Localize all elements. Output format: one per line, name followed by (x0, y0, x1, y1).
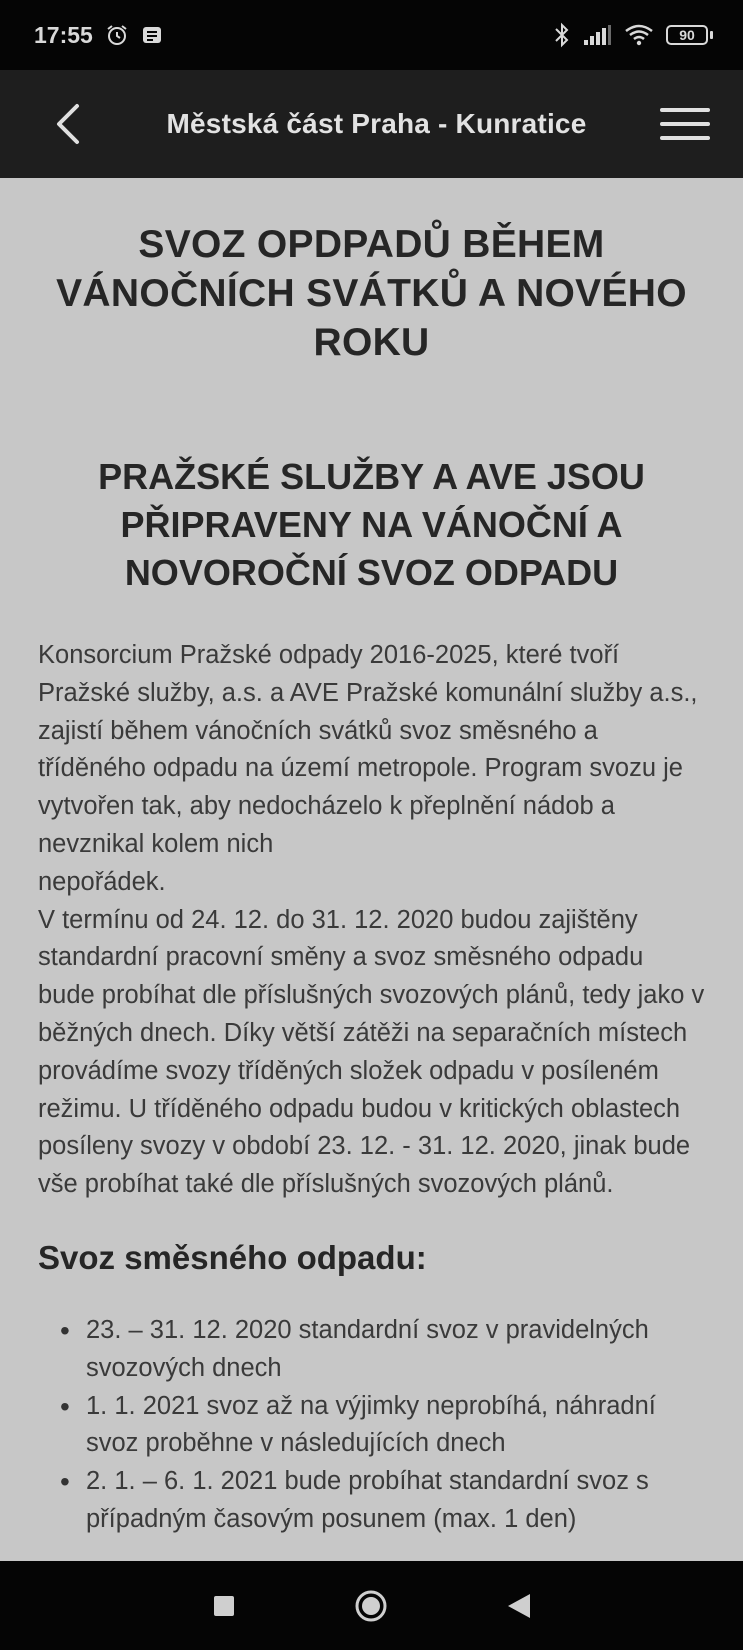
chevron-left-icon (53, 102, 83, 146)
recents-button[interactable] (194, 1576, 254, 1636)
battery-icon (666, 25, 713, 45)
notification-icon (141, 24, 163, 46)
list-item: • 1. 1. 2021 svoz až na výjimky neprobíhá, náhradní svoz proběhne v následujících dnech (86, 1388, 705, 1464)
section-title: PRAŽSKÉ SLUŽBY A AVE JSOU PŘIPRAVENY NA VÁNOČNÍ A NOVOROČNÍ SVOZ ODPADU (98, 456, 645, 593)
triangle-back-icon (506, 1592, 532, 1620)
article-content[interactable] (0, 178, 743, 1561)
status-left (34, 22, 163, 49)
status-right (554, 22, 713, 48)
back-button[interactable] (38, 94, 98, 154)
bullet-list (38, 1312, 705, 1539)
home-button[interactable] (341, 1576, 401, 1636)
alarm-icon (105, 23, 129, 47)
mixed-waste-heading: Svoz směsného odpadu: (38, 1238, 427, 1276)
menu-button[interactable] (655, 94, 715, 154)
back-nav-button[interactable] (489, 1576, 549, 1636)
paragraph-1: Konsorcium Pražské odpady 2016-2025, které tvoří Pražské služby, a.s. a AVE Pražské komunální služby a.s., zajistí během vánočních svátků svoz směsného a tříděného odpadu na území metropole. Program svozu je vytvořen tak, aby nedocházelo k přeplnění nádob a nevznikal kolem nich (38, 641, 698, 858)
article-title: SVOZ OPDPADŮ BĚHEM VÁNOČNÍCH SVÁTKŮ A NOVÉHO ROKU (56, 223, 687, 364)
status-time: 17:55 (34, 21, 93, 48)
wifi-icon (624, 23, 654, 47)
hamburger-menu-icon (660, 104, 710, 144)
bluetooth-icon (554, 22, 570, 48)
signal-icon (582, 24, 612, 46)
system-nav-bar (0, 1561, 743, 1650)
article-body (38, 637, 705, 1204)
paragraph-2: V termínu od 24. 12. do 31. 12. 2020 budou zajištěny standardní pracovní směny a svoz směsného odpadu bude probíhat dle příslušných svozových plánů, tedy jako v běžných dnech. Díky větší zátěži na separačních místech provádíme svozy tříděných složek odpadu v posíleném režimu. U tříděného odpadu budou v kritických oblastech posíleny svozy v období 23. 12. - 31. 12. 2020, jinak bude vše probíhat také dle příslušných svozových plánů. (38, 905, 705, 1199)
app-title: Městská část Praha - Kunratice (166, 108, 587, 139)
circle-home-icon (354, 1589, 388, 1623)
status-bar (0, 0, 743, 70)
paragraph-1-end: nepořádek. (38, 867, 166, 896)
list-item: • 23. – 31. 12. 2020 standardní svoz v pravidelných svozových dnech (86, 1312, 705, 1388)
list-item: • 2. 1. – 6. 1. 2021 bude probíhat standardní svoz s případným časovým posunem (max. 1 den) (86, 1463, 705, 1539)
square-icon (212, 1594, 236, 1618)
battery-level: 90 (666, 25, 708, 45)
battery-tip (710, 31, 713, 39)
app-bar (0, 70, 743, 178)
